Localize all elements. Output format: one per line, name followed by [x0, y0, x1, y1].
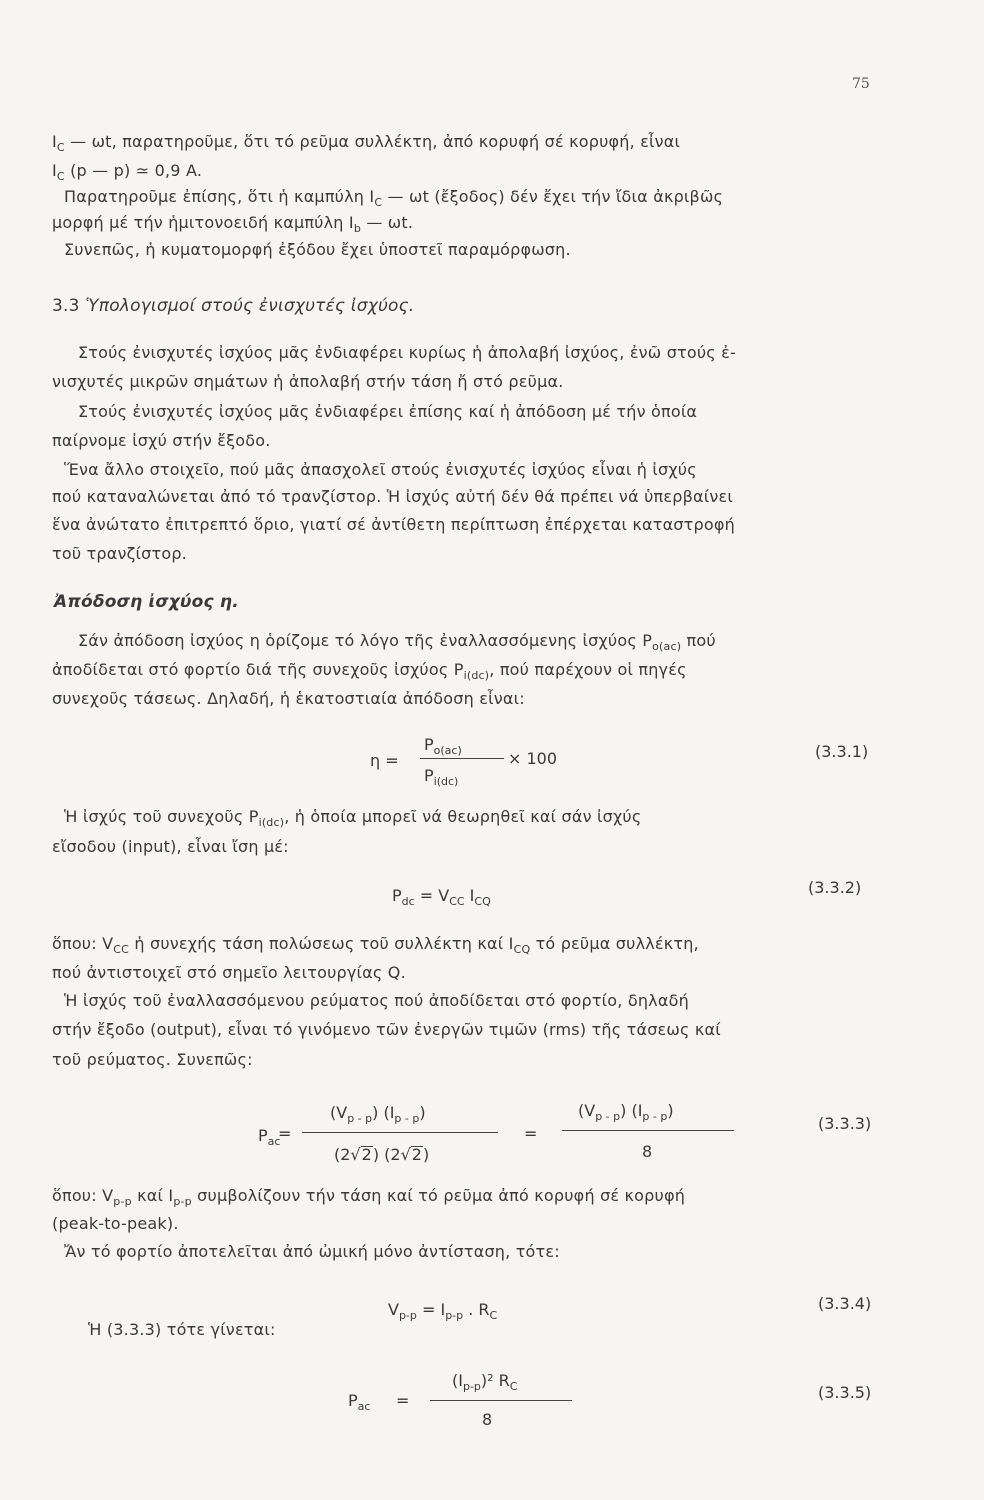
- text: συμβολίζουν τήν τάση καί τό ρεῦμα ἀπό κορυφή σέ κορυφή: [191, 1186, 686, 1205]
- text: I: [464, 886, 475, 905]
- text: — ωt.: [361, 213, 414, 232]
- text: ὅπου: V: [52, 1186, 114, 1205]
- text: πού: [681, 631, 716, 650]
- subscript: dc: [401, 895, 415, 908]
- equals-sign: =: [278, 1124, 292, 1143]
- text: P: [424, 766, 434, 785]
- equation-number: (3.3.1): [815, 742, 869, 761]
- subscript: i(dc): [258, 816, 285, 829]
- text: (V: [330, 1103, 348, 1122]
- text: (2: [334, 1145, 351, 1164]
- fraction-bar: [430, 1400, 572, 1401]
- para4-line-3: Ἡ ἰσχύς τοῦ ἐναλλασσόμενου ρεύματος πού ἀποδίδεται στό φορτίο, δηλαδή: [64, 991, 689, 1010]
- para4-line-5: τοῦ ρεύματος. Συνεπῶς:: [52, 1050, 253, 1069]
- subscript: i(dc): [463, 669, 490, 682]
- text: τό ρεῦμα συλλέκτη,: [530, 934, 699, 953]
- text: I: [52, 132, 57, 151]
- para5-line-2: (peak-to-peak).: [52, 1214, 179, 1233]
- para1-line-6: πού καταναλώνεται ἀπό τό τρανζίστορ. Ἡ ἰσχύς αὐτή δέν θά πρέπει νά ὑπερβαίνει: [52, 487, 733, 506]
- fraction-bar: [302, 1132, 498, 1133]
- text: — ωt, παρατηροῦμε, ὅτι τό ρεῦμα συλλέκτη, ἀπό κορυφή σέ κορυφή, εἶναι: [64, 132, 681, 151]
- sqrt-sign: √: [400, 1145, 411, 1164]
- equals-sign: =: [396, 1391, 410, 1410]
- para5-line-3: Ἄν τό φορτίο ἀποτελεῖται ἀπό ὠμική μόνο ἀντίσταση, τότε:: [64, 1242, 560, 1261]
- text: ): [419, 1103, 426, 1122]
- text: P: [348, 1391, 358, 1410]
- fraction-bar: [562, 1130, 734, 1131]
- page-number: 75: [852, 76, 870, 92]
- section-number: 3.3: [52, 296, 80, 316]
- text: = I: [416, 1300, 446, 1319]
- eq3-denominator-2: 8: [642, 1142, 653, 1161]
- text: ): [422, 1145, 430, 1164]
- text: ) (I: [620, 1101, 643, 1120]
- para1-line-5: Ἕνα ἄλλο στοιχεῖο, πού μᾶς ἀπασχολεῖ στούς ἐνισχυτές ἰσχύος εἶναι ἡ ἰσχύς: [64, 460, 697, 479]
- text: P: [424, 735, 434, 754]
- text: ): [480, 1371, 488, 1390]
- subscript: b: [353, 222, 362, 235]
- text: ἀποδίδεται στό φορτίο διά τῆς συνεχοῦς ἰσχύος P: [52, 660, 464, 679]
- equals-sign-2: =: [524, 1124, 538, 1143]
- subscript: C: [489, 1309, 498, 1322]
- para3-line-1: [64, 807, 642, 829]
- text: , ἡ ὁποία μπορεῖ νά θεωρηθεῖ καί σάν ἰσχύς: [284, 807, 642, 826]
- equation-number: (3.3.4): [818, 1294, 872, 1313]
- text: , πού παρέχουν οἱ πηγές: [489, 660, 687, 679]
- eq5-numerator: [452, 1371, 518, 1393]
- text: (p — p) ≃ 0,9 A.: [64, 161, 203, 180]
- para4-line-4: στήν ἔξοδο (output), εἶναι τό γινόμενο τῶν ἐνεργῶν τιμῶν (rms) τῆς τάσεως καί: [52, 1020, 721, 1039]
- text: ἡ συνεχής τάση πολώσεως τοῦ συλλέκτη καί I: [129, 934, 514, 953]
- text: μορφή μέ τήν ἡμιτονοειδή καμπύλη I: [52, 213, 354, 232]
- para4-line-2: πού ἀντιστοιχεῖ στό σημεῖο λειτουργίας Q.: [52, 963, 406, 982]
- text: ) (2: [372, 1145, 401, 1164]
- para4-line-1: [52, 934, 699, 956]
- para2-line-2: [52, 660, 687, 682]
- para2-line-3: συνεχοῦς τάσεως. Δηλαδή, ἡ ἑκατοστιαία ἀπόδοση εἶναι:: [52, 689, 525, 708]
- subscript: p-p: [398, 1309, 417, 1322]
- text: Ἡ ἰσχύς τοῦ συνεχοῦς P: [64, 807, 259, 826]
- eq3-denominator-1: [334, 1146, 429, 1163]
- para3-line-2: εἴσοδου (input), εἶναι ἴση μέ:: [52, 837, 289, 856]
- para2-line-1: [78, 631, 716, 653]
- intro-line-3: [64, 187, 724, 209]
- subscript: p - p: [595, 1110, 621, 1123]
- subscript: C: [374, 196, 383, 209]
- text: . R: [463, 1300, 490, 1319]
- subscript: p - p: [394, 1112, 420, 1125]
- subscript: CC: [113, 943, 130, 956]
- text: Σάν ἀπόδοση ἰσχύος η ὁρίζομε τό λόγο τῆς ἐναλλασσόμενης ἰσχύος P: [78, 631, 653, 650]
- eq5-lhs: [348, 1391, 371, 1413]
- para1-line-2: νισχυτές μικρῶν σημάτων ἡ ἀπολαβή στήν τάση ἤ στό ρεῦμα.: [52, 372, 564, 391]
- radicand: 2: [361, 1145, 372, 1164]
- text: — ωt (ἔξοδος) δέν ἔχει τήν ἴδια ἀκριβῶς: [382, 187, 724, 206]
- text: P: [392, 886, 402, 905]
- text: ) (I: [372, 1103, 395, 1122]
- eta-lhs: η =: [370, 751, 399, 770]
- subscript: CQ: [474, 895, 491, 908]
- text: καί I: [131, 1186, 174, 1205]
- text: (I: [452, 1371, 463, 1390]
- eq3-numerator-2: [578, 1101, 674, 1123]
- superscript: 2: [487, 1373, 494, 1384]
- subscript: p-p: [462, 1380, 481, 1393]
- subscript: p-p: [445, 1309, 464, 1322]
- text: ὅπου: V: [52, 934, 114, 953]
- para5-line-1: [52, 1186, 686, 1208]
- subscript: C: [56, 170, 65, 183]
- subscript: p - p: [347, 1112, 373, 1125]
- section-title: Ὑπολογισμοί στούς ἐνισχυτές ἰσχύος.: [79, 296, 415, 316]
- equation-number: (3.3.3): [818, 1114, 872, 1133]
- section-heading: [52, 298, 414, 315]
- text: P: [258, 1126, 268, 1145]
- text: (V: [578, 1101, 596, 1120]
- subscript: ac: [267, 1135, 281, 1148]
- text: V: [388, 1300, 399, 1319]
- subscript: C: [56, 141, 65, 154]
- text: I: [52, 161, 57, 180]
- eq4-body: [388, 1300, 498, 1322]
- eq5-denominator: 8: [482, 1410, 493, 1429]
- sqrt-sign: √: [350, 1145, 361, 1164]
- para1-line-3: Στούς ἐνισχυτές ἰσχύος μᾶς ἐνδιαφέρει ἐπίσης καί ἡ ἀπόδοση μέ τήν ὁποία: [78, 402, 698, 421]
- para1-line-8: τοῦ τρανζίστορ.: [52, 544, 187, 563]
- eq1-numerator: [424, 735, 462, 757]
- subscript: ac: [357, 1400, 371, 1413]
- text: = V: [414, 886, 450, 905]
- intro-line-4: [52, 213, 414, 235]
- times-100: × 100: [508, 749, 558, 768]
- intro-line-2: [52, 161, 203, 183]
- eq1-denominator: [424, 766, 459, 788]
- eq2-body: [392, 886, 491, 908]
- para6-line: Ἡ (3.3.3) τότε γίνεται:: [88, 1320, 276, 1339]
- equation-number: (3.3.5): [818, 1383, 872, 1402]
- para1-line-7: ἕνα ἀνώτατο ἐπιτρεπτό ὅριο, γιατί σέ ἀντίθετη περίπτωση ἐπέρχεται καταστροφή: [52, 515, 735, 534]
- text: R: [493, 1371, 510, 1390]
- subscript: C: [509, 1380, 518, 1393]
- para1-line-4: παίρνομε ἰσχύ στήν ἔξοδο.: [52, 431, 271, 450]
- subscript: p - p: [642, 1110, 668, 1123]
- para1-line-1: Στούς ἐνισχυτές ἰσχύος μᾶς ἐνδιαφέρει κυρίως ἡ ἀπολαβή ἰσχύος, ἐνῶ στούς ἐ-: [78, 343, 737, 362]
- fraction-bar: [420, 758, 504, 759]
- radicand: 2: [411, 1145, 422, 1164]
- equation-number: (3.3.2): [808, 878, 862, 897]
- subscript: CQ: [513, 943, 531, 956]
- subheading: Ἀπόδοση ἰσχύος η.: [54, 592, 239, 612]
- subscript: o(ac): [433, 744, 462, 757]
- subscript: p-p: [113, 1195, 132, 1208]
- subscript: o(ac): [652, 640, 682, 653]
- intro-line-5: Συνεπῶς, ἡ κυματομορφή ἐξόδου ἔχει ὑποστεῖ παραμόρφωση.: [64, 240, 571, 259]
- subscript: p-p: [173, 1195, 192, 1208]
- subscript: i(dc): [433, 775, 459, 788]
- text: ): [667, 1101, 674, 1120]
- eq3-numerator-1: [330, 1103, 426, 1125]
- subscript: CC: [449, 895, 465, 908]
- intro-line-1: [52, 132, 681, 154]
- text: Παρατηροῦμε ἐπίσης, ὅτι ἡ καμπύλη I: [64, 187, 375, 206]
